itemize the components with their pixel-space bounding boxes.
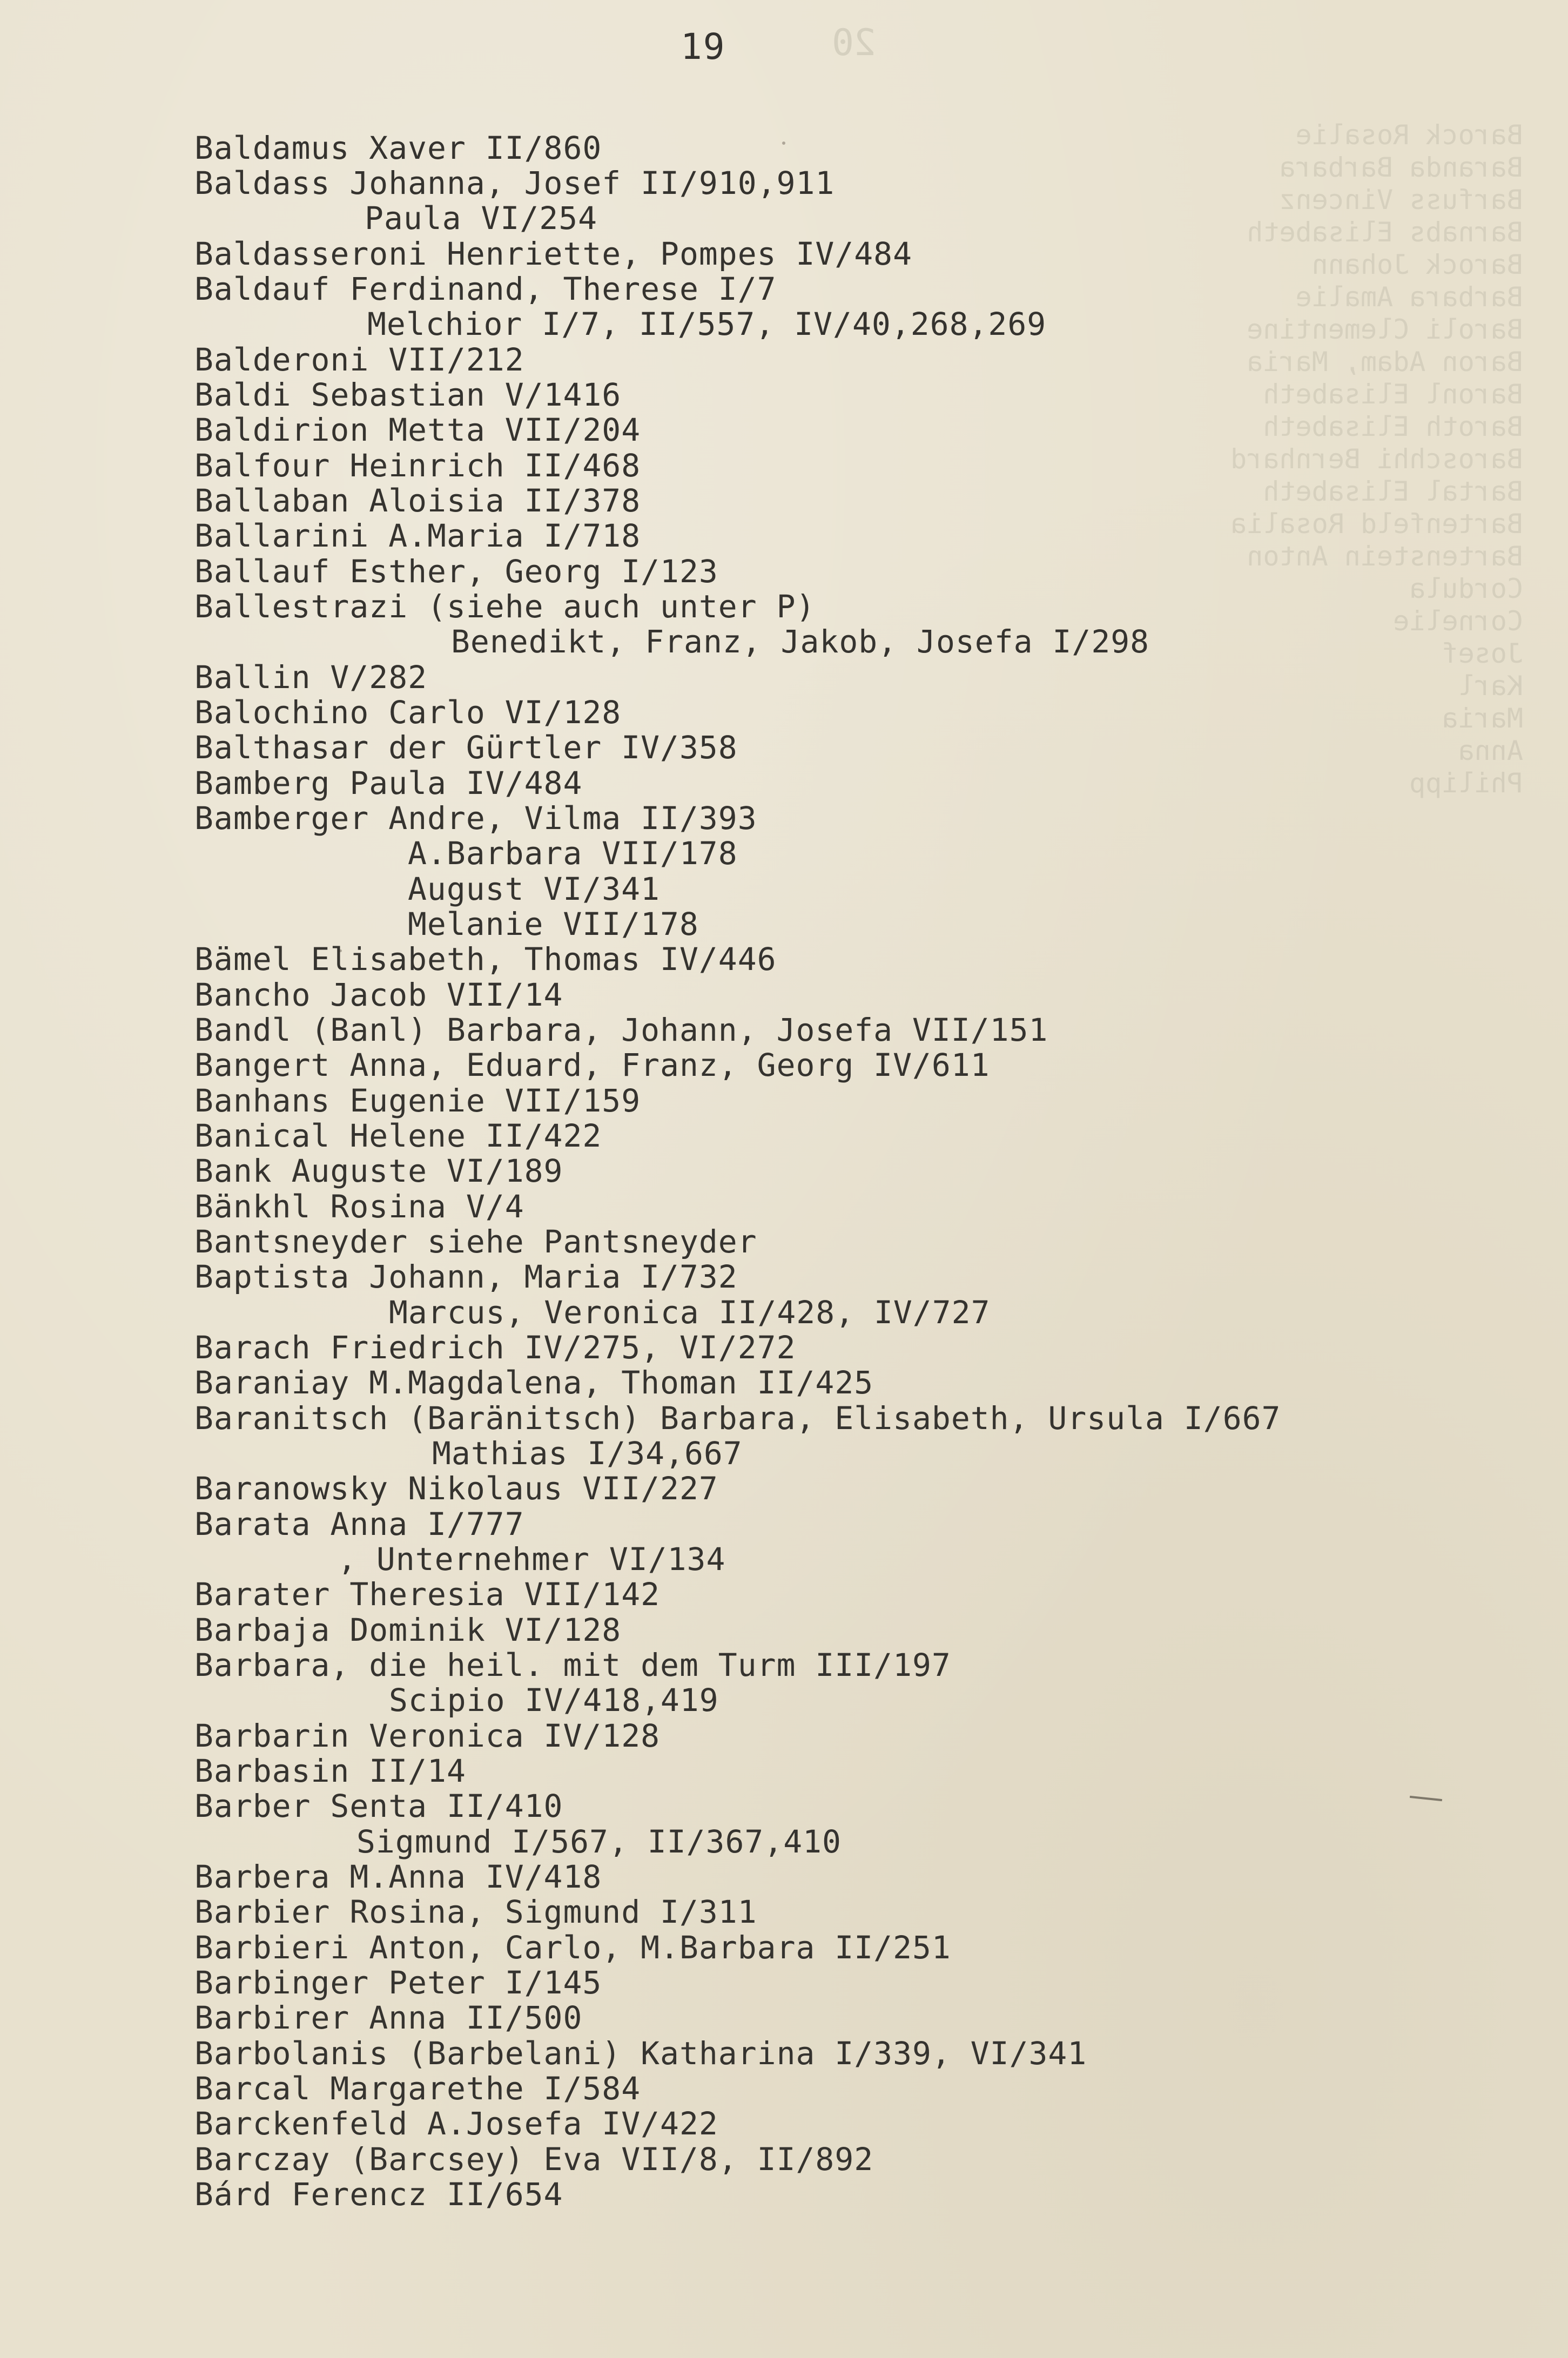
ink-speck [339,949,342,952]
index-entry: Barater Theresia VII/142 [194,1576,661,1613]
index-entry: Baldamus Xaver II/860 [194,130,602,166]
index-entry: Baldass Johanna, Josef II/910,911 [194,165,835,201]
index-entry: Balthasar der Gürtler IV/358 [194,729,738,766]
index-entry: Baldasseroni Henriette, Pompes IV/484 [194,235,913,272]
index-entry: , Unternehmer VI/134 [338,1541,726,1578]
index-entry: Bamberger Andre, Vilma II/393 [194,800,757,837]
index-entry: Barckenfeld A.Josefa IV/422 [194,2105,718,2142]
index-entry: Baranitsch (Baränitsch) Barbara, Elisabeth, Ursula I/667 [194,1400,1281,1437]
index-entry: Baranowsky Nikolaus VII/227 [194,1470,718,1507]
index-entry: Barbera M.Anna IV/418 [194,1858,602,1895]
index-entry: Barbinger Peter I/145 [194,1964,602,2001]
index-entry: Barata Anna I/777 [194,1506,524,1542]
index-entry: Baldi Sebastian V/1416 [194,376,622,413]
index-entry: Bämel Elisabeth, Thomas IV/446 [194,941,777,978]
bleed-through-text: Barock Rosalie Baranda Barbara Barfuss Vincenz Barnabs Elisabeth Barock Johann Barbara Amalie Baroli Clementine Baron Adam, Baronl Elisabeth Baroth Elisabeth Baroschhi Bartal Elisabeth Bartenfeld Bartenstein Cordula Cornelie Josef Karl Maria Anna Philipp [1247,119,1523,799]
index-entry: Balderoni VII/212 [194,341,524,378]
index-entry: Barbarin Veronica IV/128 [194,1717,661,1754]
ink-speck [864,1391,867,1393]
index-entry: Barbier Rosina, Sigmund I/311 [194,1894,757,1930]
index-entry: Bárd Ferencz II/654 [194,2176,563,2213]
index-entry: Barcal Margarethe I/584 [194,2070,641,2107]
index-entry: Ballestrazi (siehe auch unter P) [194,588,816,625]
index-entry: Baldirion Metta VII/204 [194,412,641,448]
index-entry: Bänkhl Rosina V/4 [194,1188,524,1225]
index-entry: Barbolanis (Barbelani) Katharina I/339, VI/341 [194,2035,1087,2072]
index-entry: Barbieri Anton, Carlo, M.Barbara II/251 [194,1929,951,1966]
bleed-through-page-number: 20 [832,22,876,64]
index-entry: Ballaban Aloisia II/378 [194,482,641,519]
index-entry: Barbasin II/14 [194,1753,466,1789]
index-entry: Scipio IV/418,419 [389,1682,719,1719]
index-entry: Ballarini A.Maria I/718 [194,517,641,554]
index-entry: Barach Friedrich IV/275, VI/272 [194,1329,796,1366]
index-entry: Baptista Johann, Maria I/732 [194,1258,738,1295]
page-number: 19 [681,26,726,68]
index-entry: Bank Auguste VI/189 [194,1153,563,1189]
index-entry: Banhans Eugenie VII/159 [194,1082,641,1119]
index-entry: Banical Helene II/422 [194,1117,602,1154]
index-entry: Bandl (Banl) Barbara, Johann, Josefa VII/151 [194,1012,1048,1048]
index-entry: Bangert Anna, Eduard, Franz, Georg IV/611 [194,1047,990,1083]
index-entry: Barbirer Anna II/500 [194,1999,583,2036]
index-entry: Bancho Jacob VII/14 [194,976,563,1013]
ink-speck [782,142,785,145]
index-entry: Barbara, die heil. mit dem Turm III/197 [194,1647,951,1683]
index-entry: Barber Senta II/410 [194,1788,563,1824]
index-entry: Bantsneyder siehe Pantsneyder [194,1223,757,1260]
index-entry: Mathias I/34,667 [432,1435,743,1472]
index-entry: Barbaja Dominik VI/128 [194,1612,622,1648]
index-entry: Ballauf Esther, Georg I/123 [194,553,718,590]
index-entry: Melchior I/7, II/557, IV/40,268,269 [367,306,1047,342]
index-entry: Melanie VII/178 [408,906,699,942]
index-entry: Benedikt, Franz, Jakob, Josefa I/298 [451,623,1150,660]
index-entry: Balochino Carlo VI/128 [194,694,622,731]
index-entry: Marcus, Veronica II/428, IV/727 [389,1294,991,1331]
index-entry: Ballin V/282 [194,659,428,696]
index-entry: Paula VI/254 [365,200,598,237]
index-entry: Balfour Heinrich II/468 [194,447,641,484]
index-entry: Baraniay M.Magdalena, Thoman II/425 [194,1364,874,1401]
index-entry: August VI/341 [408,871,660,907]
index-entry: A.Barbara VII/178 [408,835,738,872]
index-entry: Baldauf Ferdinand, Therese I/7 [194,271,777,307]
index-entry: Sigmund I/567, II/367,410 [356,1823,842,1860]
index-entry: Bamberg Paula IV/484 [194,765,583,801]
index-entry: Barczay (Barcsey) Eva VII/8, II/892 [194,2141,874,2178]
